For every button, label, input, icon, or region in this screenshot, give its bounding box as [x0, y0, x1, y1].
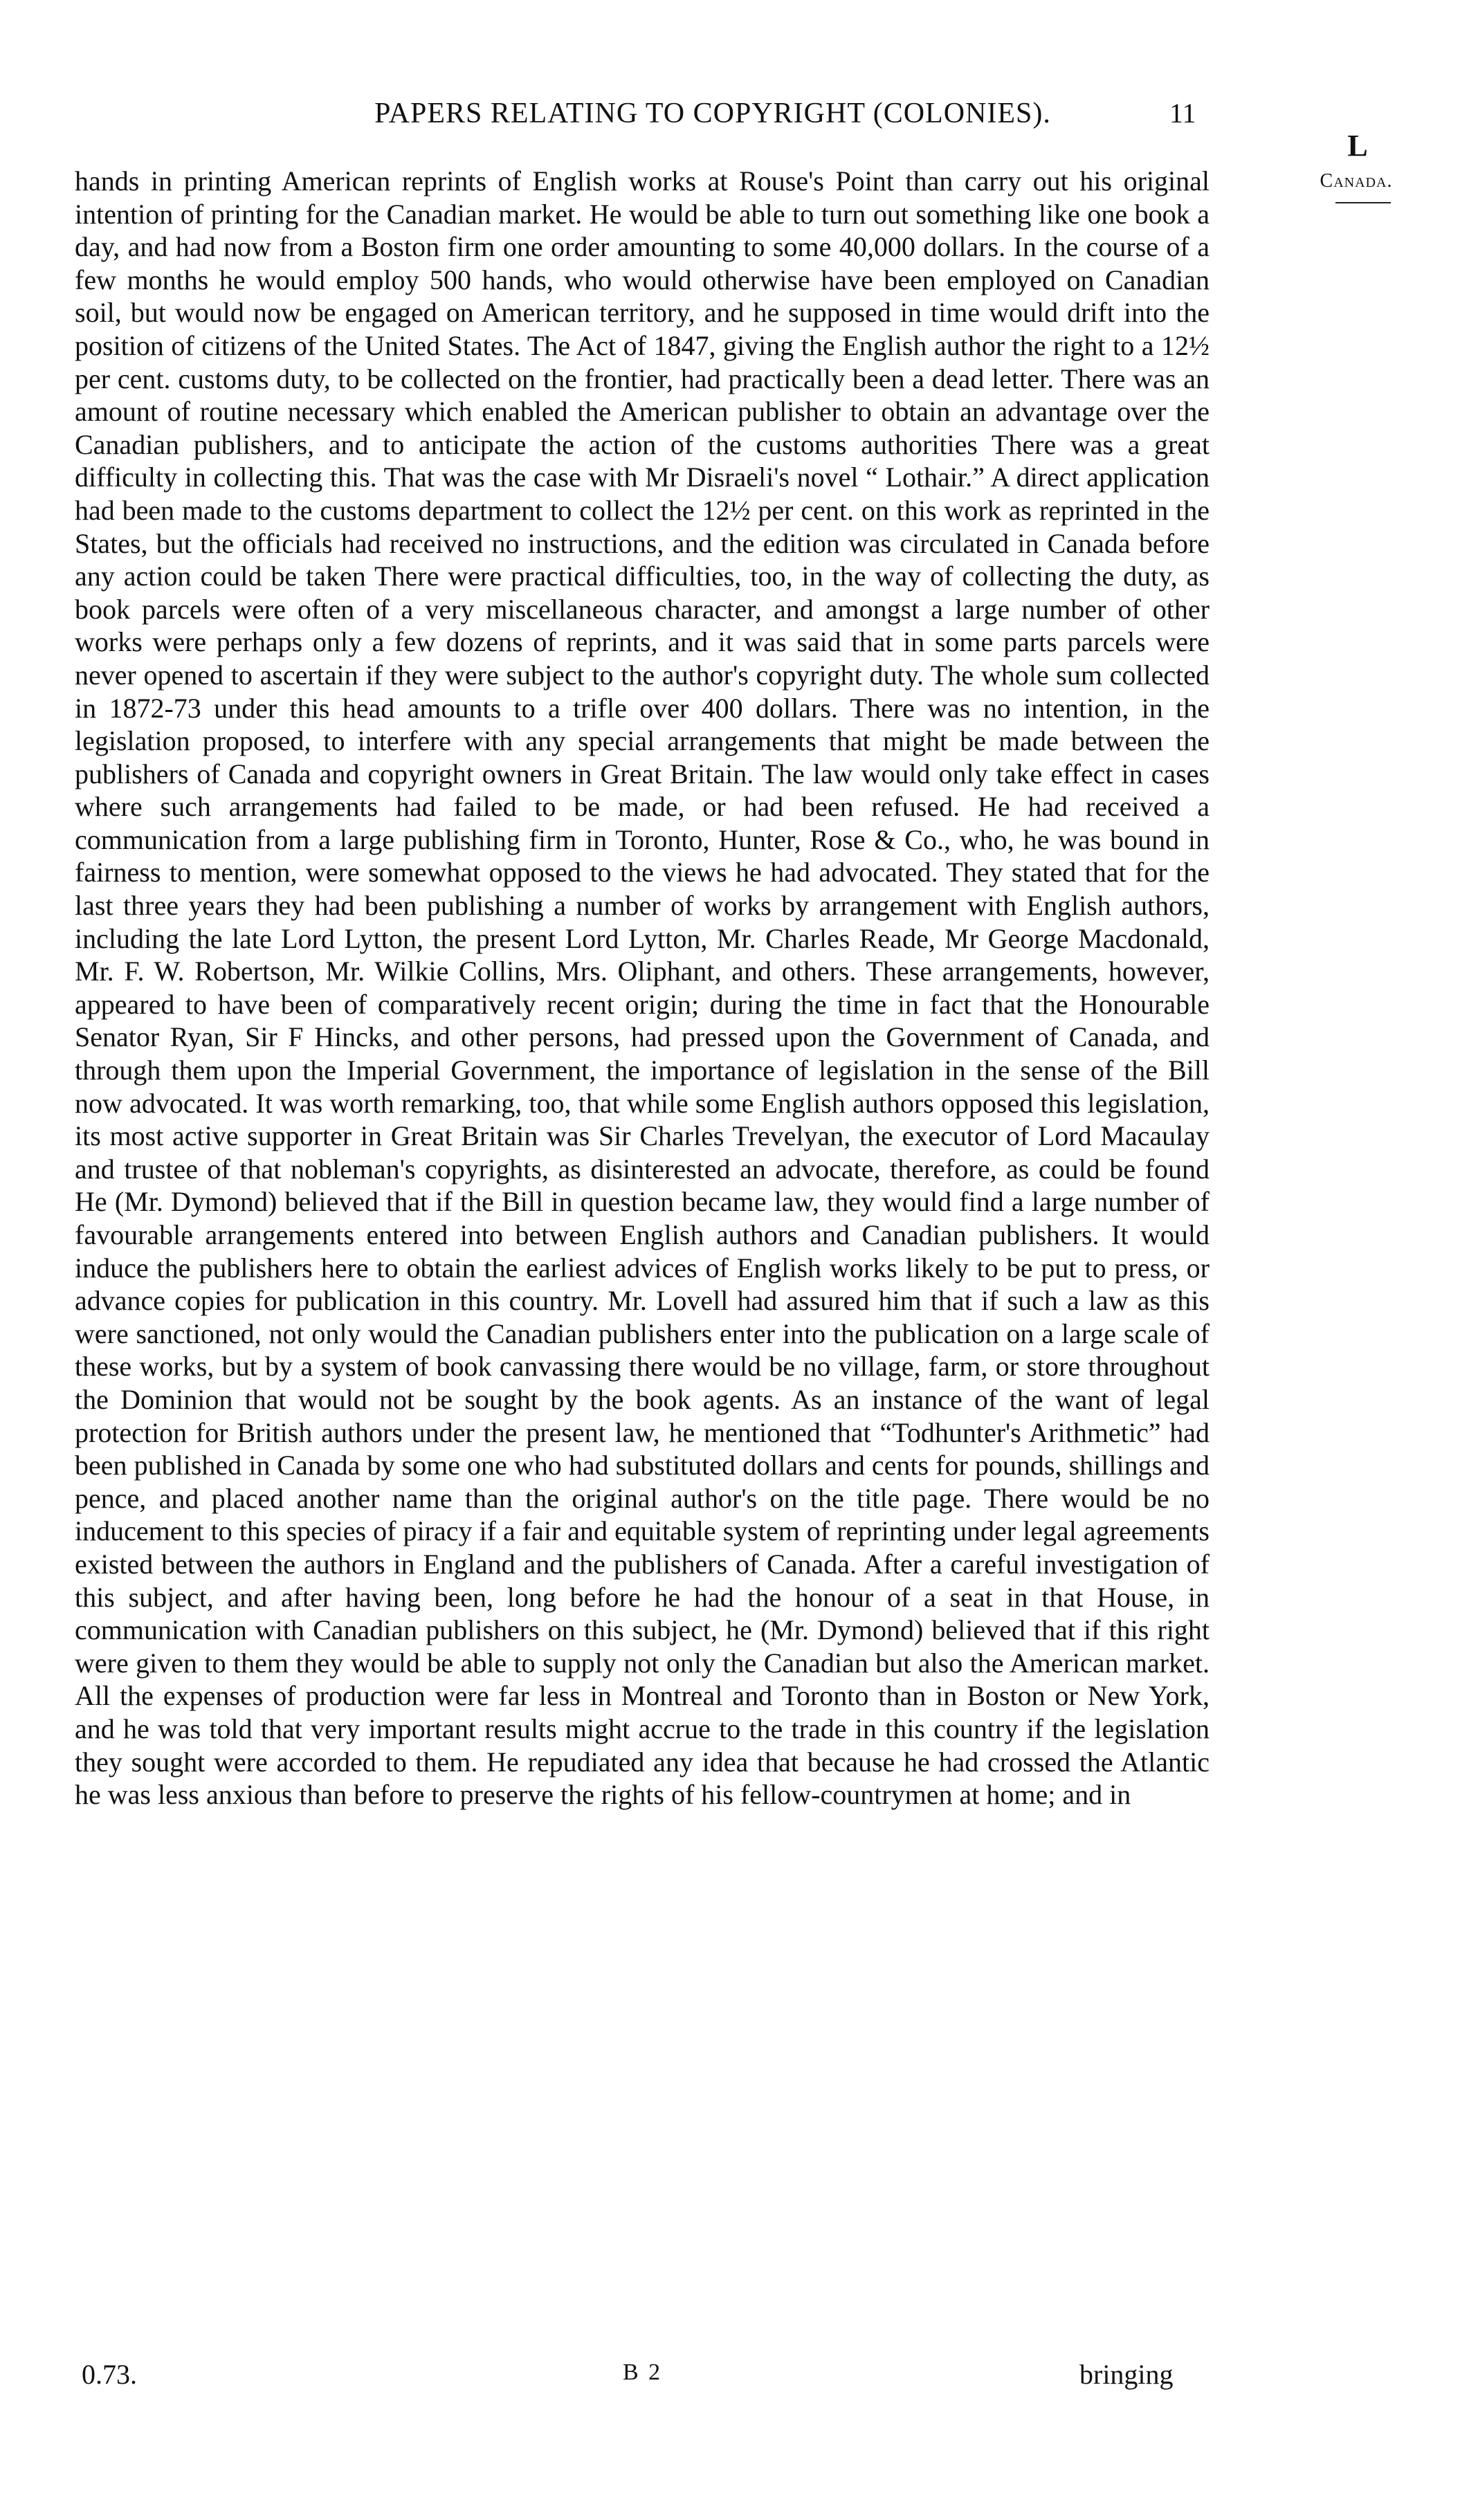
margin-divider — [1335, 202, 1391, 203]
footer-catchword: bringing — [1079, 2359, 1174, 2390]
footer-sheet-number: 0.73. — [82, 2359, 137, 2390]
running-head-title: PAPERS RELATING TO COPYRIGHT (COLONIES). — [374, 98, 1051, 129]
body-paragraph: hands in printing American reprints of English works at Rouse's Point than carry out his original intention of printing for the Canadian market. He would be able to turn out something like one book a day, and had now from a Boston firm one order amounting to some 40,000 dollars. In the course of a few months he would employ 500 hands, who would otherwise have been employed on Canadian soil, but would now be engaged on American territory, and he supposed in time would drift into the position of citizens of the United States. The Act of 1847, giving the English author the right to a 12½ per cent. customs duty, to be collected on the frontier, had practically been a dead letter. There was an amount of routine necessary which enabled the American publisher to obtain an advantage over the Canadian publishers, and to anticipate the action of the customs authorities There was a great difficulty in collecting this. That was the case with Mr Disraeli's novel “ Lothair.” A direct application had been made to the customs department to collect the 12½ per cent. on this work as reprinted in the States, but the officials had received no instructions, and the edition was circulated in Canada before any action could be taken There were practical difficulties, too, in the way of collecting the duty, as book parcels were often of a very miscellaneous character, and amongst a large number of other works were perhaps only a few dozens of reprints, and it was said that in some parts parcels were never opened to ascertain if they were subject to the author's copyright duty. The whole sum collected in 1872-73 under this head amounts to a trifle over 400 dollars. There was no intention, in the legislation proposed, to interfere with any special arrangements that might be made between the publishers of Canada and copyright owners in Great Britain. The law would only take effect in cases where such arrangements had failed to be made, or had been refused. He had received a communication from a large publishing firm in Toronto, Hunter, Rose & Co., who, he was bound in fairness to mention, were somewhat opposed to the views he had advocated. They stated that for the last three years they had been publishing a number of works by arrangement with English authors, including the late Lord Lytton, the present Lord Lytton, Mr. Charles Reade, Mr George Macdonald, Mr. F. W. Robertson, Mr. Wilkie Collins, Mrs. Oliphant, and others. These arrangements, however, appeared to have been of comparatively recent origin; during the time in fact that the Honourable Senator Ryan, Sir F Hincks, and other persons, had pressed upon the Government of Canada, and through them upon the Imperial Government, the importance of legislation in the sense of the Bill now advocated. It was worth remarking, too, that while some English authors opposed this legislation, its most active supporter in Great Britain was Sir Charles Trevelyan, the executor of Lord Macaulay and trustee of that nobleman's copyrights, as disinterested an advocate, therefore, as could be found He (Mr. Dymond) believed that if the Bill in question became law, they would find a large number of favourable arrangements entered into between English authors and Canadian publishers. It would induce the publishers here to obtain the earliest advices of English works likely to be put to press, or advance copies for publication in this country. Mr. Lovell had assured him that if such a law as this were sanctioned, not only would the Canadian publishers enter into the publication on a large scale of these works, but by a system of book canvassing there would be no village, farm, or store throughout the Dominion that would not be sought by the book agents. As an instance of the want of legal protection for British authors under the present law, he mentioned that “Todhunter's Arithmetic” had been published in Canada by some one who had substituted dollars and cents for pounds, shillings and pence, and placed another name than the original author's on the title page. There would be no inducement to this species of piracy if a fair and equitable system of reprinting under legal agreements existed between the authors in England and the publishers of Canada. After a careful investigation of this subject, and after having been, long before he had the honour of a seat in that House, in communication with Canadian publishers on this subject, he (Mr. Dymond) believed that if this right were given to them they would be able to supply not only the Canadian but also the American market. All the expenses of production were far less in Montreal and Toronto than in Boston or New York, and he was told that very important results might accrue to the trade in this country if the legislation they sought were accorded to them. He repudiated any idea that because he had crossed the Atlantic he was less anxious than before to preserve the rights of his fellow-countrymen at home; and in — [75, 165, 1210, 1811]
margin-section-label: Canada. — [1320, 170, 1393, 192]
margin-section-letter: L — [1347, 129, 1368, 163]
footer-signature-mark: B 2 — [623, 2359, 663, 2385]
page-number: 11 — [1169, 98, 1196, 129]
